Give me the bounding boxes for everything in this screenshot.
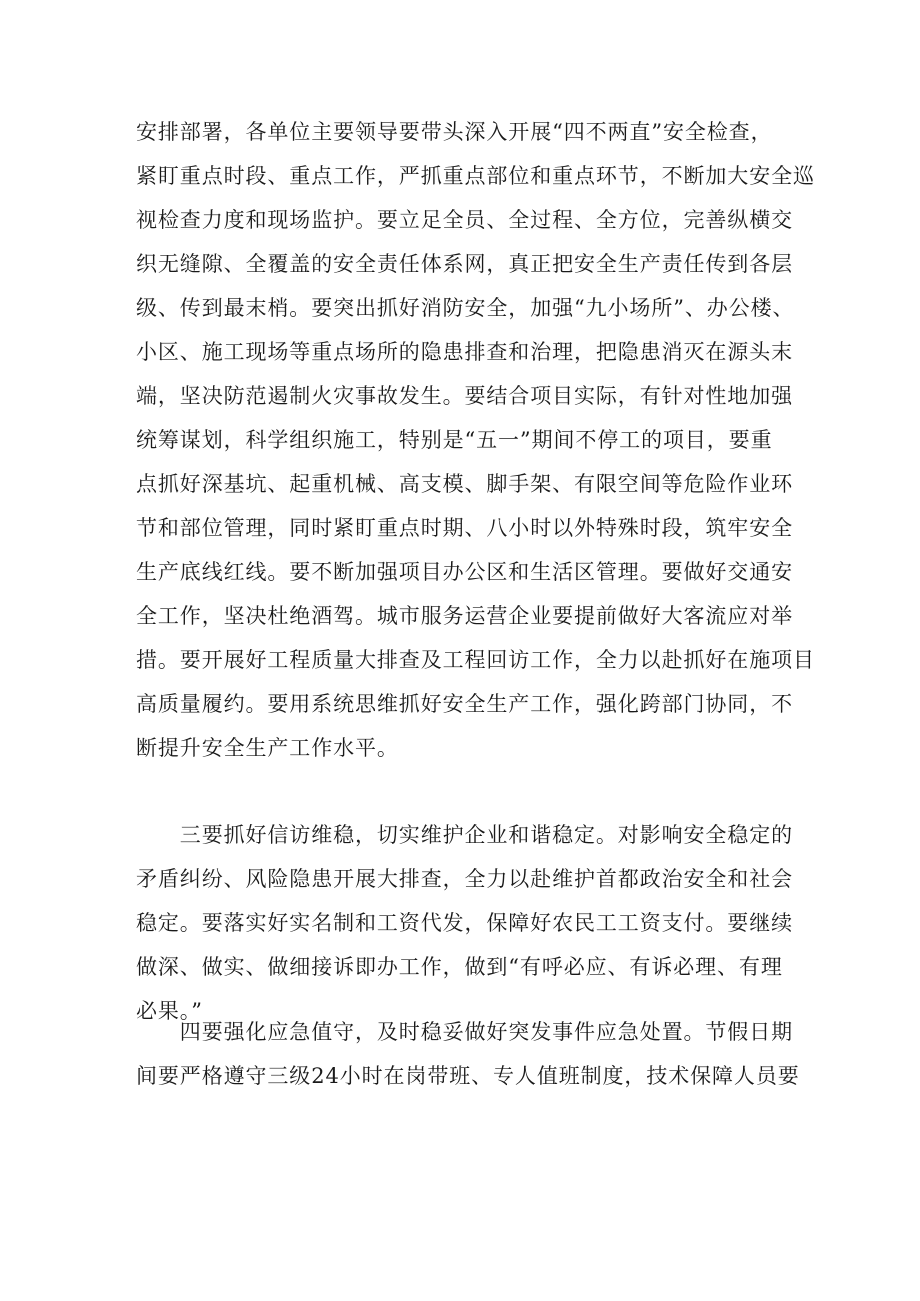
text-line: 全工作，坚决杜绝酒驾。城市服务运营企业要提前做好大客流应对举 <box>136 604 793 628</box>
text-line: 做深、做实、做细接诉即办工作，做到“有呼必应、有诉必理、有理 <box>136 955 783 979</box>
text-line: 端，坚决防范遏制火灾事故发生。要结合项目实际，有针对性地加强 <box>136 384 793 408</box>
text-line: 视检查力度和现场监护。要立足全员、全过程、全方位，完善纵横交 <box>136 208 793 232</box>
text-line: 必果。” <box>136 999 203 1023</box>
text-line: 点抓好深基坑、起重机械、高支模、脚手架、有限空间等危险作业环 <box>136 472 793 496</box>
text-line: 三要抓好信访维稳，切实维护企业和谐稳定。对影响安全稳定的 <box>136 823 793 847</box>
text-line: 紧盯重点时段、重点工作，严抓重点部位和重点环节，不断加大安全巡 <box>136 164 815 188</box>
paragraph-emergency-duty <box>136 1010 800 1098</box>
text-line: 安排部署，各单位主要领导要带头深入开展“四不两直”安全检查， <box>136 120 773 144</box>
text-line: 四要强化应急值守，及时稳妥做好突发事件应急处置。节假日期 <box>136 1020 793 1044</box>
text-line: 级、传到最末梢。要突出抓好消防安全，加强“九小场所”、办公楼、 <box>136 296 795 320</box>
text-line: 生产底线红线。要不断加强项目办公区和生活区管理。要做好交通安 <box>136 560 793 584</box>
text-line: 统筹谋划，科学组织施工，特别是“五一”期间不停工的项目，要重 <box>136 428 773 452</box>
text-line: 织无缝隙、全覆盖的安全责任体系网，真正把安全生产责任传到各层 <box>136 252 793 276</box>
text-line: 高质量履约。要用系统思维抓好安全生产工作，强化跨部门协同，不 <box>136 692 793 716</box>
text-line: 断提升安全生产工作水平。 <box>136 736 399 760</box>
text-line: 措。要开展好工程质量大排查及工程回访工作，全力以赴抓好在施项目 <box>136 648 815 672</box>
text-line: 节和部位管理，同时紧盯重点时期、八小时以外特殊时段，筑牢安全 <box>136 516 793 540</box>
text-line: 间要严格遵守三级24小时在岗带班、专人值班制度，技术保障人员要 <box>136 1064 800 1088</box>
text-line: 小区、施工现场等重点场所的隐患排查和治理，把隐患消灭在源头末 <box>136 340 793 364</box>
text-line: 稳定。要落实好实名制和工资代发，保障好农民工工资支付。要继续 <box>136 911 793 935</box>
text-line: 矛盾纠纷、风险隐患开展大排查，全力以赴维护首都政治安全和社会 <box>136 867 793 891</box>
paragraph-safety-inspection <box>136 110 815 770</box>
paragraph-petition-stability <box>136 813 796 1033</box>
